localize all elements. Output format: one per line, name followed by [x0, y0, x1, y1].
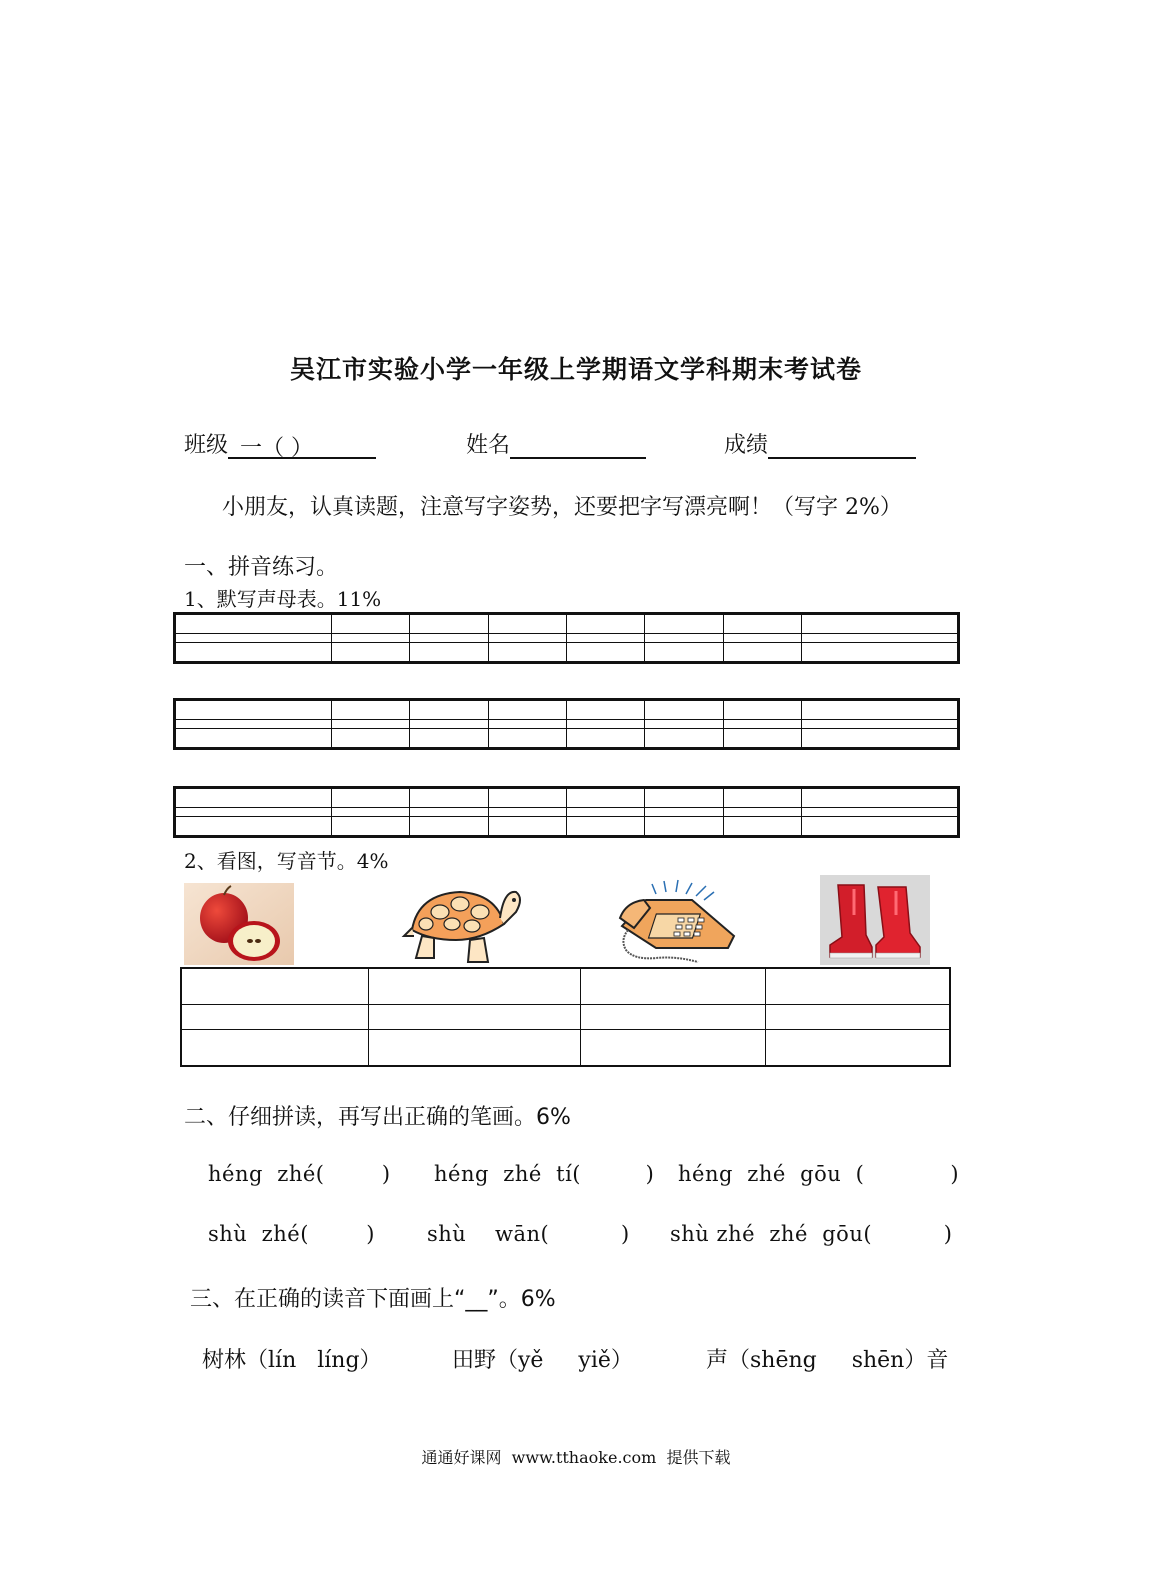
name-label: 姓名 [466, 433, 511, 458]
class-blank[interactable] [228, 431, 376, 459]
reading-item-3: 声（shēng shēn）音 [706, 1348, 949, 1373]
stroke-item-2: héng zhé tí( ) [434, 1162, 655, 1186]
writing-grid-1[interactable] [173, 612, 960, 664]
name-field [466, 428, 646, 459]
score-label: 成绩 [724, 433, 769, 458]
section1-heading: 一、拼音练习。 [184, 555, 339, 580]
stroke-item-1: héng zhé( ) [208, 1162, 391, 1186]
section2-heading: 二、仔细拼读，再写出正确的笔画。6% [184, 1105, 571, 1130]
class-field [184, 428, 376, 459]
writing-grid-2[interactable] [173, 698, 960, 750]
class-label: 班级 [184, 433, 229, 458]
section1-q2: 2、看图，写音节。4% [184, 849, 389, 873]
class-value: 一（ ） [240, 436, 314, 461]
name-blank[interactable] [510, 431, 646, 459]
section3-heading: 三、在正确的读音下面画上“__”。6% [190, 1287, 556, 1312]
reading-item-2: 田野（yě yiě） [452, 1348, 633, 1373]
boots-picture [820, 875, 930, 965]
score-blank[interactable] [768, 431, 916, 459]
footer-text: 通通好课网 www.tthaoke.com 提供下载 [421, 1448, 731, 1467]
intro-text: 小朋友，认真读题，注意写字姿势，还要把字写漂亮啊！（写字 2%） [222, 495, 902, 520]
exam-title: 吴江市实验小学一年级上学期语文学科期末考试卷 [289, 355, 862, 384]
turtle-picture [400, 878, 524, 966]
writing-grid-3[interactable] [173, 786, 960, 838]
stroke-item-6: shù zhé zhé gōu( ) [670, 1222, 953, 1246]
stroke-item-4: shù zhé( ) [208, 1222, 375, 1246]
reading-item-1: 树林（lín líng） [202, 1348, 382, 1373]
telephone-picture [616, 878, 740, 966]
apple-picture [184, 883, 294, 965]
stroke-item-3: héng zhé gōu ( ) [678, 1162, 960, 1186]
section1-q1: 1、默写声母表。11% [184, 587, 382, 611]
score-field [724, 428, 916, 459]
stroke-item-5: shù wān( ) [427, 1222, 630, 1246]
syllable-answer-table[interactable] [180, 967, 951, 1067]
